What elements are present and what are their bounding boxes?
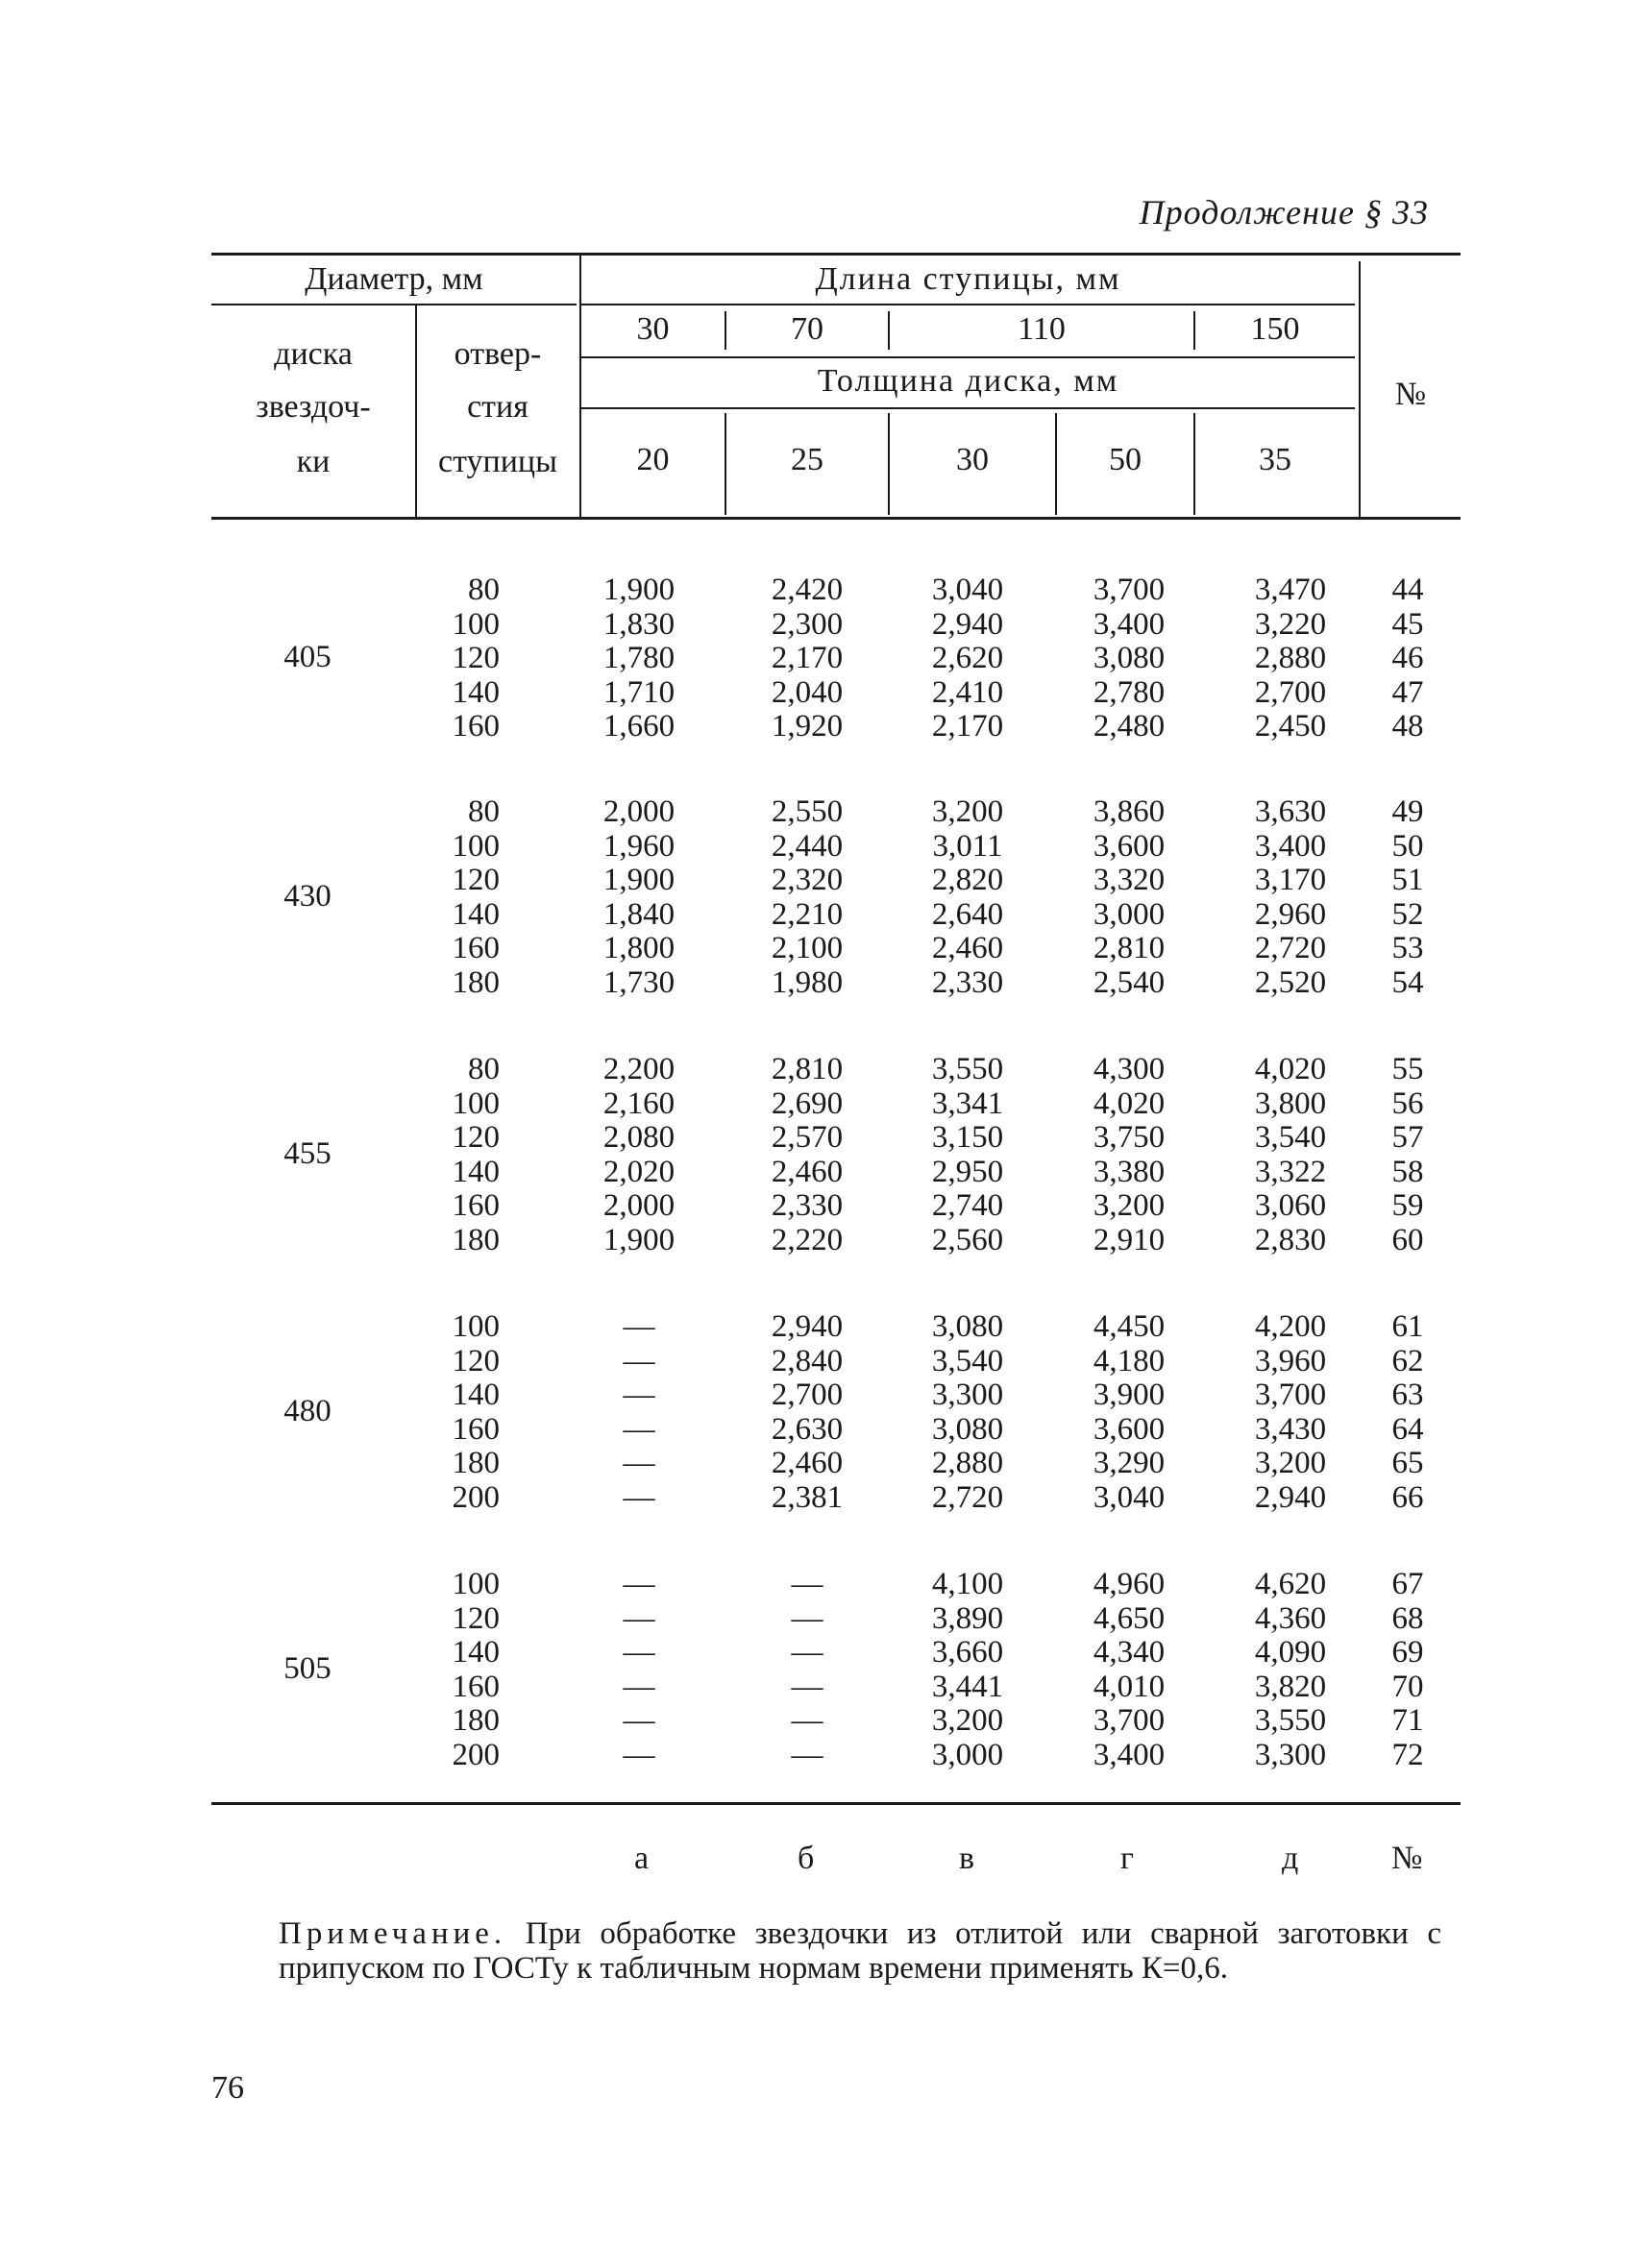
table-row: [211, 932, 1461, 966]
thickness-20: 20: [636, 442, 670, 477]
value-b: 2,940: [771, 1309, 844, 1344]
value-d: 4,200: [1254, 1309, 1327, 1344]
value-b: 2,330: [771, 1188, 844, 1224]
row-number: 60: [1391, 1222, 1424, 1257]
table-row: [211, 1345, 1461, 1379]
value-v: 2,820: [931, 863, 1004, 898]
column-letter-g: г: [1120, 1841, 1134, 1876]
value-g: 2,780: [1093, 674, 1166, 710]
hole-diameter: 80: [468, 573, 500, 607]
row-number: 46: [1391, 641, 1424, 676]
row-number: 59: [1391, 1188, 1424, 1224]
row-number: 58: [1391, 1154, 1424, 1189]
hole-diameter: 140: [452, 1378, 500, 1413]
value-v: 3,660: [931, 1635, 1004, 1671]
value-a: 1,780: [602, 641, 676, 676]
value-a: —: [623, 1446, 655, 1481]
value-g: 3,860: [1093, 794, 1166, 829]
row-number: 63: [1391, 1378, 1424, 1413]
value-d: 3,550: [1254, 1703, 1327, 1739]
value-b: 2,300: [771, 606, 844, 642]
value-b: —: [791, 1567, 823, 1601]
hole-diameter: 120: [452, 1600, 500, 1636]
hole-diameter: 80: [468, 794, 500, 829]
row-number: 53: [1391, 931, 1424, 966]
hole-diameter: 160: [452, 1669, 500, 1704]
value-v: 2,410: [931, 674, 1004, 710]
value-d: 2,520: [1254, 964, 1327, 1000]
value-a: 1,710: [602, 674, 676, 710]
diameter-group-header: Диаметр, мм: [305, 261, 483, 297]
value-b: 2,440: [771, 828, 844, 864]
value-g: 4,340: [1093, 1635, 1166, 1671]
value-d: 3,630: [1254, 794, 1327, 829]
row-number: 51: [1391, 863, 1424, 898]
value-g: 2,910: [1093, 1222, 1166, 1257]
value-v: 2,560: [931, 1222, 1004, 1257]
table-row: [211, 1087, 1461, 1122]
value-d: 2,880: [1254, 641, 1327, 676]
value-d: 2,940: [1254, 1479, 1327, 1515]
value-g: 4,300: [1093, 1052, 1166, 1086]
hub-length-group-header: Длина ступицы, мм: [815, 261, 1121, 297]
table-row: [211, 642, 1461, 676]
value-a: —: [623, 1378, 655, 1413]
value-b: —: [791, 1737, 823, 1772]
hole-diameter: 180: [452, 1446, 500, 1481]
hole-diameter: 100: [452, 828, 500, 864]
value-b: 2,100: [771, 931, 844, 966]
thickness-35: 35: [1259, 442, 1291, 477]
value-b: 2,460: [771, 1154, 844, 1189]
table-row: [211, 966, 1461, 1001]
value-d: 2,720: [1254, 931, 1327, 966]
table-row: [211, 573, 1461, 608]
note-lead: Примечание.: [279, 1916, 507, 1951]
hole-column-header-line1: отвер-: [454, 336, 542, 372]
value-d: 4,620: [1254, 1567, 1327, 1601]
value-g: 4,020: [1093, 1085, 1166, 1121]
value-d: 3,700: [1254, 1378, 1327, 1413]
value-d: 3,800: [1254, 1085, 1327, 1121]
value-b: 1,920: [771, 709, 844, 744]
value-b: 2,381: [771, 1479, 844, 1515]
row-number: 67: [1391, 1567, 1424, 1601]
value-b: —: [791, 1600, 823, 1636]
value-a: —: [623, 1703, 655, 1739]
table-row: [211, 710, 1461, 744]
value-a: 2,020: [602, 1154, 676, 1189]
hole-diameter: 180: [452, 1703, 500, 1739]
value-d: 2,700: [1254, 674, 1327, 710]
disk-column-header-line3: ки: [296, 444, 331, 479]
value-v: 3,000: [931, 1737, 1004, 1772]
table-row: [211, 1156, 1461, 1190]
row-number: 65: [1391, 1446, 1424, 1481]
value-v: 2,640: [931, 896, 1004, 932]
value-d: 3,300: [1254, 1737, 1327, 1772]
value-g: 3,290: [1093, 1446, 1166, 1481]
table-row: [211, 1121, 1461, 1156]
hole-diameter: 80: [468, 1052, 500, 1086]
row-number: 56: [1391, 1085, 1424, 1121]
hole-diameter: 140: [452, 674, 500, 710]
row-number: 72: [1391, 1737, 1424, 1772]
value-g: 4,650: [1093, 1600, 1166, 1636]
value-g: 3,400: [1093, 606, 1166, 642]
thickness-group-rule: [581, 407, 1355, 409]
value-g: 3,000: [1093, 896, 1166, 932]
row-number: 70: [1391, 1669, 1424, 1704]
value-g: 3,700: [1093, 1703, 1166, 1739]
value-g: 3,600: [1093, 828, 1166, 864]
table-row: [211, 1053, 1461, 1087]
value-v: 3,550: [931, 1052, 1004, 1086]
hole-diameter: 160: [452, 1411, 500, 1447]
diameter-group-rule: [211, 304, 577, 305]
table-row: [211, 1224, 1461, 1258]
value-b: 1,980: [771, 964, 844, 1000]
header-bottom-rule: [211, 517, 1461, 520]
value-v: 3,300: [931, 1378, 1004, 1413]
value-a: 2,200: [602, 1052, 676, 1086]
row-number: 47: [1391, 674, 1424, 710]
value-a: —: [623, 1635, 655, 1671]
table-block: [211, 1053, 1461, 1258]
value-d: 2,450: [1254, 709, 1327, 744]
disk-diameter: 480: [283, 1393, 332, 1428]
hole-diameter: 120: [452, 863, 500, 898]
hole-diameter: 200: [452, 1737, 500, 1772]
value-v: 2,170: [931, 709, 1004, 744]
value-d: 3,540: [1254, 1120, 1327, 1156]
table-top-rule: [211, 253, 1461, 256]
hub-length-150: 150: [1250, 311, 1300, 347]
value-g: 4,010: [1093, 1669, 1166, 1704]
row-number: 50: [1391, 828, 1424, 864]
value-a: 1,660: [602, 709, 676, 744]
row-number: 55: [1391, 1052, 1424, 1086]
value-b: 2,570: [771, 1120, 844, 1156]
value-d: 2,960: [1254, 896, 1327, 932]
hole-diameter: 160: [452, 709, 500, 744]
table-block: [211, 795, 1461, 1001]
value-v: 2,330: [931, 964, 1004, 1000]
column-letter-b: б: [798, 1841, 815, 1876]
value-a: 2,000: [602, 794, 676, 829]
value-a: —: [623, 1411, 655, 1447]
value-v: 3,011: [932, 828, 1003, 864]
row-number: 69: [1391, 1635, 1424, 1671]
value-v: 2,940: [931, 606, 1004, 642]
row-number: 64: [1391, 1411, 1424, 1447]
value-g: 3,600: [1093, 1411, 1166, 1447]
note-text: При обработке звездочки из отлитой или сварной заготовки с припуском по ГОСТу к табличным нормам времени применять К=0,6.: [279, 1916, 1441, 1986]
hub-length-group-rule: [581, 304, 1355, 305]
value-b: 2,420: [771, 573, 844, 607]
value-g: 2,540: [1093, 964, 1166, 1000]
hole-diameter: 140: [452, 1154, 500, 1189]
table-row: [211, 830, 1461, 865]
value-g: 2,810: [1093, 931, 1166, 966]
value-v: 2,950: [931, 1154, 1004, 1189]
value-a: 1,730: [602, 964, 676, 1000]
value-v: 3,341: [931, 1085, 1004, 1121]
value-a: 2,000: [602, 1188, 676, 1224]
value-v: 3,441: [931, 1669, 1004, 1704]
value-b: 2,220: [771, 1222, 844, 1257]
column-letter-a: а: [634, 1841, 650, 1876]
value-v: 4,100: [931, 1567, 1004, 1601]
hole-diameter: 160: [452, 931, 500, 966]
value-b: 2,550: [771, 794, 844, 829]
value-b: 2,810: [771, 1052, 844, 1086]
value-d: 3,430: [1254, 1411, 1327, 1447]
value-a: 1,800: [602, 931, 676, 966]
hole-diameter: 200: [452, 1479, 500, 1515]
value-g: 4,960: [1093, 1567, 1166, 1601]
value-a: —: [623, 1479, 655, 1515]
value-b: 2,320: [771, 863, 844, 898]
value-g: 3,080: [1093, 641, 1166, 676]
hole-diameter: 140: [452, 896, 500, 932]
row-number: 57: [1391, 1120, 1424, 1156]
value-b: 2,210: [771, 896, 844, 932]
table-row: [211, 1378, 1461, 1413]
value-a: 1,830: [602, 606, 676, 642]
value-g: 3,750: [1093, 1120, 1166, 1156]
value-g: 3,900: [1093, 1378, 1166, 1413]
value-a: —: [623, 1669, 655, 1704]
table-row: [211, 1671, 1461, 1705]
hole-diameter: 140: [452, 1635, 500, 1671]
value-a: —: [623, 1567, 655, 1601]
table-row: [211, 864, 1461, 898]
row-number: 45: [1391, 606, 1424, 642]
value-d: 3,960: [1254, 1343, 1327, 1378]
table-row: [211, 1636, 1461, 1671]
value-g: 2,480: [1093, 709, 1166, 744]
value-b: —: [791, 1635, 823, 1671]
value-a: —: [623, 1343, 655, 1378]
hole-column-header-line3: ступицы: [438, 444, 557, 479]
value-d: 3,820: [1254, 1669, 1327, 1704]
disk-diameter: 455: [283, 1135, 332, 1171]
table-row: [211, 1739, 1461, 1773]
value-v: 2,620: [931, 641, 1004, 676]
hole-diameter: 180: [452, 964, 500, 1000]
hole-column-header-line2: стия: [467, 389, 528, 425]
value-d: 4,090: [1254, 1635, 1327, 1671]
hub-length-30: 30: [636, 311, 670, 347]
value-b: 2,040: [771, 674, 844, 710]
row-number: 49: [1391, 794, 1424, 829]
row-number: 61: [1391, 1309, 1424, 1344]
hub-length-110: 110: [1018, 311, 1066, 347]
value-a: 1,900: [602, 1222, 676, 1257]
row-number: 71: [1391, 1703, 1424, 1739]
value-v: 3,200: [931, 794, 1004, 829]
value-a: —: [623, 1737, 655, 1772]
hole-diameter: 180: [452, 1222, 500, 1257]
disk-diameter: 505: [283, 1650, 332, 1686]
hole-diameter: 160: [452, 1188, 500, 1224]
table-row: [211, 1568, 1461, 1602]
value-b: 2,460: [771, 1446, 844, 1481]
table-block: [211, 1310, 1461, 1516]
value-g: 3,700: [1093, 573, 1166, 607]
value-d: 3,220: [1254, 606, 1327, 642]
table-row: [211, 1447, 1461, 1481]
hole-diameter: 120: [452, 641, 500, 676]
value-a: 2,160: [602, 1085, 676, 1121]
value-d: 4,020: [1254, 1052, 1327, 1086]
value-g: 4,450: [1093, 1309, 1166, 1344]
value-g: 3,400: [1093, 1737, 1166, 1772]
value-v: 3,150: [931, 1120, 1004, 1156]
table-row: [211, 1310, 1461, 1345]
thickness-group-header: Толщина диска, мм: [817, 363, 1119, 399]
table-row: [211, 608, 1461, 643]
value-a: 2,080: [602, 1120, 676, 1156]
thickness-25: 25: [791, 442, 823, 477]
value-b: 2,840: [771, 1343, 844, 1378]
table-row: [211, 1481, 1461, 1516]
value-d: 3,060: [1254, 1188, 1327, 1224]
disk-column-header-line2: звездоч-: [256, 389, 371, 425]
row-number: 48: [1391, 709, 1424, 744]
table-block: [211, 573, 1461, 744]
table-row: [211, 676, 1461, 711]
column-letter-v: в: [959, 1841, 975, 1876]
value-a: —: [623, 1309, 655, 1344]
number-column-header: №: [1394, 377, 1427, 412]
value-v: 3,200: [931, 1703, 1004, 1739]
table-note: [279, 1916, 1441, 1986]
row-number: 66: [1391, 1479, 1424, 1515]
table-bottom-rule: [211, 1802, 1461, 1805]
column-letter-number: №: [1391, 1841, 1423, 1876]
hole-diameter: 120: [452, 1120, 500, 1156]
row-number: 52: [1391, 896, 1424, 932]
value-a: 1,960: [602, 828, 676, 864]
value-a: —: [623, 1600, 655, 1636]
value-a: 1,840: [602, 896, 676, 932]
value-v: 3,890: [931, 1600, 1004, 1636]
value-d: 3,200: [1254, 1446, 1327, 1481]
hole-diameter: 100: [452, 606, 500, 642]
value-v: 2,880: [931, 1446, 1004, 1481]
table-row: [211, 1602, 1461, 1637]
value-b: 2,170: [771, 641, 844, 676]
value-a: 1,900: [602, 573, 676, 607]
hole-diameter: 120: [452, 1343, 500, 1378]
table-block: [211, 1568, 1461, 1773]
value-v: 3,040: [931, 573, 1004, 607]
row-number: 44: [1391, 573, 1424, 607]
disk-diameter: 430: [283, 878, 332, 914]
value-d: 3,170: [1254, 863, 1327, 898]
disk-column-header-line1: диска: [274, 336, 353, 372]
table-row: [211, 1189, 1461, 1224]
page-number: 76: [211, 2070, 244, 2106]
value-v: 3,540: [931, 1343, 1004, 1378]
value-v: 2,740: [931, 1188, 1004, 1224]
column-letters-row: [211, 1841, 1461, 1879]
hole-diameter: 100: [452, 1567, 500, 1601]
row-number: 54: [1391, 964, 1424, 1000]
thickness-30: 30: [956, 442, 989, 477]
value-d: 3,400: [1254, 828, 1327, 864]
value-g: 4,180: [1093, 1343, 1166, 1378]
value-v: 3,080: [931, 1411, 1004, 1447]
row-number: 62: [1391, 1343, 1424, 1378]
value-b: 2,690: [771, 1085, 844, 1121]
value-d: 3,322: [1254, 1154, 1327, 1189]
value-g: 3,040: [1093, 1479, 1166, 1515]
value-d: 4,360: [1254, 1600, 1327, 1636]
hole-diameter: 100: [452, 1085, 500, 1121]
disk-diameter: 405: [283, 640, 332, 674]
hub-length-70: 70: [791, 311, 823, 347]
hub-values-rule: [581, 356, 1355, 358]
value-v: 2,460: [931, 931, 1004, 966]
value-d: 2,830: [1254, 1222, 1327, 1257]
table-row: [211, 898, 1461, 933]
value-b: —: [791, 1669, 823, 1704]
value-v: 2,720: [931, 1479, 1004, 1515]
value-d: 3,470: [1254, 573, 1327, 607]
row-number: 68: [1391, 1600, 1424, 1636]
value-a: 1,900: [602, 863, 676, 898]
value-g: 3,320: [1093, 863, 1166, 898]
continuation-heading: Продолжение § 33: [1139, 193, 1429, 232]
value-b: —: [791, 1703, 823, 1739]
value-b: 2,630: [771, 1411, 844, 1447]
table-row: [211, 1704, 1461, 1739]
value-b: 2,700: [771, 1378, 844, 1413]
hole-diameter: 100: [452, 1309, 500, 1344]
value-g: 3,380: [1093, 1154, 1166, 1189]
thickness-50: 50: [1109, 442, 1142, 477]
value-g: 3,200: [1093, 1188, 1166, 1224]
table-row: [211, 1413, 1461, 1448]
table-row: [211, 795, 1461, 830]
value-v: 3,080: [931, 1309, 1004, 1344]
column-letter-d: д: [1282, 1841, 1299, 1876]
